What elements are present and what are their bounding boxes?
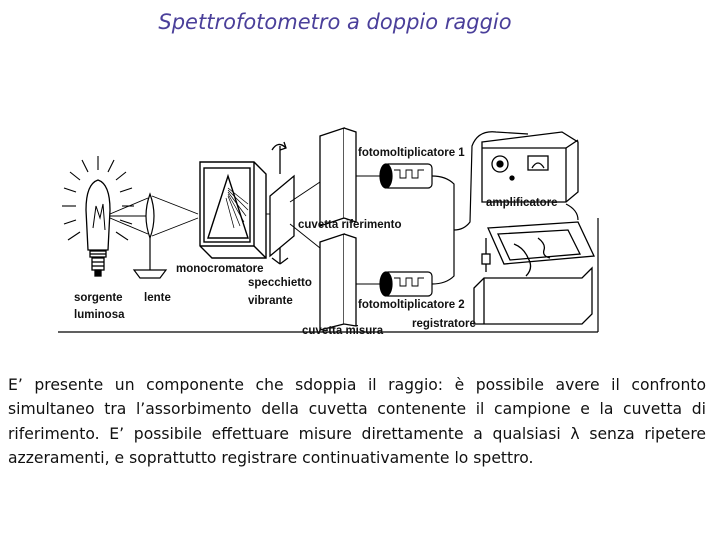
photomultiplier-2 [380, 272, 432, 296]
vibrating-mirror [266, 142, 320, 264]
description-paragraph: E’ presente un componente che sdoppia il raggio: è possibile avere il confronto simultaneo tra l’assorbimento della cuvetta contenente il campione e la cuvetta di riferimento. E’ possibile effettuare misure direttamente a qualsiasi λ senza ripetere azzeramenti, e soprattutto registrare continuativamente lo spettro. [8, 375, 706, 468]
amplifier [482, 132, 578, 202]
page-title: Spettrofotometro a doppio raggio [158, 10, 512, 34]
label-source-line2: luminosa [74, 309, 125, 321]
label-mirror-line1: specchietto [248, 277, 312, 289]
label-lens: lente [144, 292, 171, 304]
light-beam [110, 198, 148, 234]
label-source-line1: sorgente [74, 292, 123, 304]
label-monochromator: monocromatore [176, 263, 264, 275]
label-mirror-line2: vibrante [248, 295, 293, 307]
label-photomultiplier-1: fotomoltiplicatore 1 [358, 147, 465, 159]
label-recorder: registratore [412, 318, 476, 330]
photomultiplier-1 [380, 164, 432, 188]
spectrophotometer-diagram [58, 118, 600, 334]
label-amplifier: amplificatore [486, 197, 558, 209]
monochromator [200, 162, 266, 258]
label-sample-cell: cuvetta misura [302, 325, 384, 334]
sample-cuvette [320, 234, 356, 330]
label-reference-cell: cuvetta riferimento [298, 219, 402, 231]
label-photomultiplier-2: fotomoltiplicatore 2 [358, 299, 465, 311]
reference-cuvette [320, 128, 356, 226]
recorder [474, 222, 594, 324]
